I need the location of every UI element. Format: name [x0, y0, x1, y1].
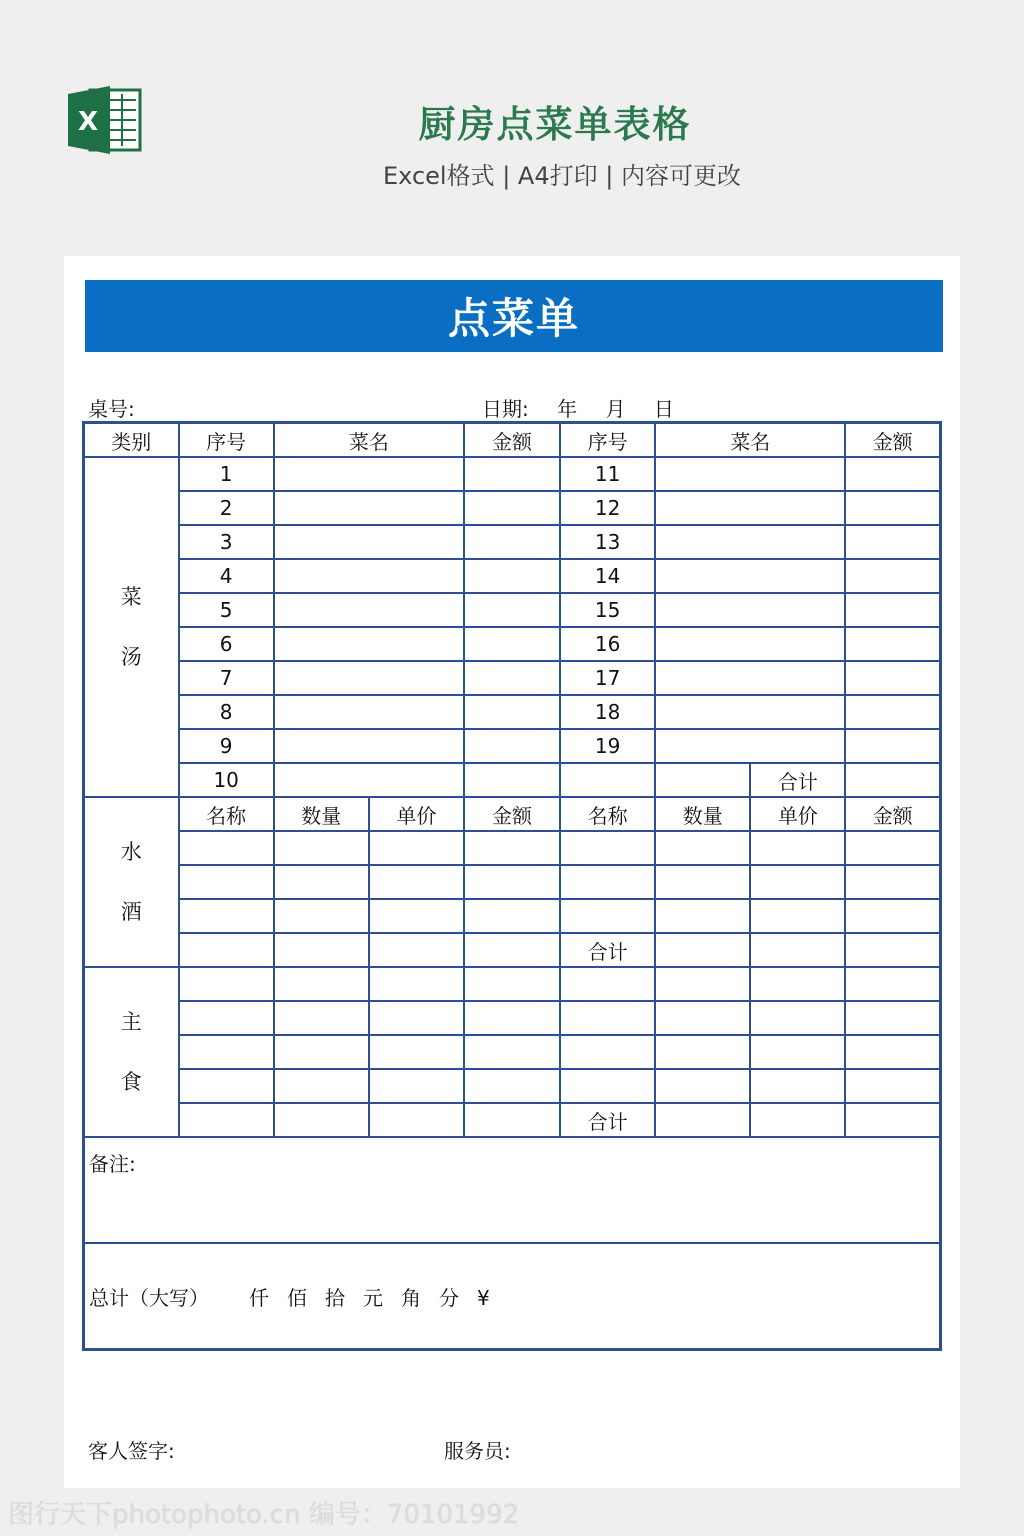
drink-cell[interactable]: [464, 899, 560, 933]
dish-amount-cell[interactable]: [464, 695, 560, 729]
column-header: 数量: [274, 797, 369, 831]
dish-row: [84, 593, 941, 627]
staple-cell[interactable]: [655, 1103, 750, 1137]
column-header: 金额: [464, 797, 560, 831]
staple-row: [84, 967, 941, 1001]
dish-number: 18: [560, 695, 655, 729]
dish-name-cell[interactable]: [274, 763, 464, 797]
staple-cell[interactable]: [464, 967, 560, 1001]
dish-amount-cell[interactable]: [845, 559, 940, 593]
drink-cell[interactable]: [274, 865, 369, 899]
dish-name-cell[interactable]: [274, 491, 464, 525]
staple-cell[interactable]: [750, 1035, 845, 1069]
drink-cell[interactable]: [369, 933, 464, 967]
dish-amount-cell[interactable]: [845, 627, 940, 661]
date-field: [482, 393, 696, 422]
staple-cell[interactable]: [560, 1035, 655, 1069]
date-day: 日: [653, 397, 674, 421]
dish-row: [84, 627, 941, 661]
dish-number: 16: [560, 627, 655, 661]
order-form-sheet: [64, 256, 960, 1488]
dish-number: 4: [179, 559, 274, 593]
dish-number: 6: [179, 627, 274, 661]
drink-cell[interactable]: [274, 933, 369, 967]
dish-number: 19: [560, 729, 655, 763]
dish-amount-cell[interactable]: [845, 763, 940, 797]
dish-amount-cell[interactable]: [464, 559, 560, 593]
dish-row: [84, 729, 941, 763]
dish-amount-cell[interactable]: [845, 457, 940, 491]
dish-number[interactable]: [560, 763, 655, 797]
dish-number: 2: [179, 491, 274, 525]
dish-number: 9: [179, 729, 274, 763]
grand-total-label: 总计（大写）: [89, 1285, 209, 1310]
drink-row: [84, 933, 941, 967]
drink-cell[interactable]: [560, 831, 655, 865]
waiter-signature-label: 服务员:: [444, 1439, 511, 1463]
staple-cell[interactable]: [655, 967, 750, 1001]
drink-cell[interactable]: [750, 865, 845, 899]
dish-row: [84, 491, 941, 525]
drink-row: [84, 865, 941, 899]
dish-name-cell[interactable]: [274, 559, 464, 593]
staple-cell[interactable]: [655, 1069, 750, 1103]
drink-cell[interactable]: [464, 933, 560, 967]
dish-number: 14: [560, 559, 655, 593]
remark-field[interactable]: [84, 1137, 941, 1243]
dish-amount-cell[interactable]: [464, 661, 560, 695]
drink-cell[interactable]: [179, 831, 274, 865]
dish-amount-cell[interactable]: [464, 525, 560, 559]
drink-cell[interactable]: [750, 831, 845, 865]
staple-cell[interactable]: [655, 1001, 750, 1035]
watermark-text: 图行天下photophoto.cn 编号：70101992: [8, 1500, 520, 1530]
staple-cell[interactable]: [274, 1069, 369, 1103]
staple-cell[interactable]: [179, 1001, 274, 1035]
staple-row: [84, 1103, 941, 1137]
drink-cell[interactable]: [179, 899, 274, 933]
column-header: 金额: [845, 797, 940, 831]
column-header: 名称: [179, 797, 274, 831]
staple-cell[interactable]: [560, 1001, 655, 1035]
guest-signature-label: 客人签字:: [88, 1439, 175, 1463]
dish-number: 13: [560, 525, 655, 559]
dish-name-cell[interactable]: [274, 525, 464, 559]
staple-cell[interactable]: [179, 967, 274, 1001]
dish-name-cell[interactable]: [655, 457, 845, 491]
grand-total-text: [89, 1282, 939, 1311]
column-header: 金额: [464, 423, 560, 458]
drink-cell[interactable]: [560, 899, 655, 933]
dish-amount-cell[interactable]: [464, 627, 560, 661]
staple-cell[interactable]: [464, 1069, 560, 1103]
category-char: 食: [120, 1070, 142, 1094]
drink-cell[interactable]: [560, 865, 655, 899]
dish-name-cell[interactable]: [655, 559, 845, 593]
subtotal-label: 合计: [560, 933, 655, 967]
currency-unit: ¥: [477, 1285, 490, 1310]
dish-amount-cell[interactable]: [464, 491, 560, 525]
grand-total-row: [84, 1243, 941, 1350]
dish-amount-cell[interactable]: [464, 457, 560, 491]
currency-unit: 佰: [287, 1285, 307, 1310]
dish-number: 10: [179, 763, 274, 797]
dish-number: 7: [179, 661, 274, 695]
page-subtitle: Excel格式 | A4打印 | 内容可更改: [383, 162, 741, 190]
category-char: 酒: [120, 900, 142, 924]
staple-cell[interactable]: [560, 967, 655, 1001]
dish-name-cell[interactable]: [274, 661, 464, 695]
drink-cell[interactable]: [179, 865, 274, 899]
staple-cell[interactable]: [750, 967, 845, 1001]
column-header: 金额: [845, 423, 940, 458]
dish-number: 1: [179, 457, 274, 491]
grand-total-field[interactable]: [84, 1243, 941, 1350]
drink-cell[interactable]: [845, 831, 940, 865]
currency-unit: 拾: [325, 1285, 345, 1310]
staple-cell[interactable]: [369, 967, 464, 1001]
dish-name-cell[interactable]: [655, 695, 845, 729]
staple-cell[interactable]: [750, 1103, 845, 1137]
currency-unit: 元: [363, 1285, 383, 1310]
dish-number: 8: [179, 695, 274, 729]
column-header: 类别: [84, 423, 179, 458]
staple-cell[interactable]: [845, 1069, 940, 1103]
dish-name-cell[interactable]: [655, 729, 845, 763]
date-label: 日期:: [482, 397, 529, 421]
staple-cell[interactable]: [464, 1035, 560, 1069]
dish-number: 3: [179, 525, 274, 559]
category-drinks: [84, 797, 179, 967]
staple-cell[interactable]: [274, 1035, 369, 1069]
drink-cell[interactable]: [655, 865, 750, 899]
dish-amount-cell[interactable]: [845, 695, 940, 729]
dish-row: [84, 525, 941, 559]
dish-name-cell[interactable]: [274, 457, 464, 491]
drink-cell[interactable]: [750, 933, 845, 967]
currency-unit: 分: [439, 1285, 459, 1310]
dish-row: [84, 661, 941, 695]
subtotal-label: 合计: [750, 763, 845, 797]
staple-cell[interactable]: [369, 1035, 464, 1069]
drink-cell[interactable]: [655, 933, 750, 967]
dish-name-cell[interactable]: [655, 491, 845, 525]
drink-cell[interactable]: [179, 933, 274, 967]
staple-cell[interactable]: [655, 1035, 750, 1069]
currency-unit: 角: [401, 1285, 421, 1310]
dish-name-cell[interactable]: [655, 593, 845, 627]
column-header: 单价: [750, 797, 845, 831]
form-banner: 点菜单: [85, 280, 943, 352]
staple-cell[interactable]: [369, 1103, 464, 1137]
column-header: 单价: [369, 797, 464, 831]
table-header-row: [84, 423, 941, 458]
subtotal-label: 合计: [560, 1103, 655, 1137]
staple-cell[interactable]: [369, 1069, 464, 1103]
dish-row: [84, 763, 941, 797]
dish-amount-cell[interactable]: [845, 491, 940, 525]
column-header: 菜名: [274, 423, 464, 458]
order-table: [82, 421, 942, 1351]
dish-amount-cell[interactable]: [845, 525, 940, 559]
staple-cell[interactable]: [179, 1103, 274, 1137]
column-header: 名称: [560, 797, 655, 831]
remark-label: 备注:: [89, 1152, 136, 1176]
dish-number: 12: [560, 491, 655, 525]
dish-amount-cell[interactable]: [464, 729, 560, 763]
dish-number: 17: [560, 661, 655, 695]
column-header: 序号: [560, 423, 655, 458]
dish-amount-cell[interactable]: [845, 593, 940, 627]
column-header: 序号: [179, 423, 274, 458]
dish-name-cell[interactable]: [274, 627, 464, 661]
dish-name-cell[interactable]: [655, 661, 845, 695]
staple-cell[interactable]: [750, 1069, 845, 1103]
dish-amount-cell[interactable]: [464, 763, 560, 797]
drink-cell[interactable]: [464, 865, 560, 899]
staple-cell[interactable]: [179, 1069, 274, 1103]
category-char: 菜: [120, 585, 142, 609]
staple-cell[interactable]: [845, 1035, 940, 1069]
staple-cell[interactable]: [274, 967, 369, 1001]
dish-row: [84, 457, 941, 491]
staple-cell[interactable]: [845, 1001, 940, 1035]
drink-cell[interactable]: [369, 899, 464, 933]
staple-cell[interactable]: [179, 1035, 274, 1069]
category-char: 水: [120, 840, 142, 864]
drinks-header-row: [84, 797, 941, 831]
staple-row: [84, 1001, 941, 1035]
drink-cell[interactable]: [655, 899, 750, 933]
drink-cell[interactable]: [845, 933, 940, 967]
column-header: 菜名: [655, 423, 845, 458]
remark-row: [84, 1137, 941, 1243]
drink-cell[interactable]: [274, 831, 369, 865]
dish-name-cell[interactable]: [655, 627, 845, 661]
staple-cell[interactable]: [274, 1001, 369, 1035]
staple-cell[interactable]: [274, 1103, 369, 1137]
drink-cell[interactable]: [274, 899, 369, 933]
column-header: 数量: [655, 797, 750, 831]
dish-name-cell[interactable]: [655, 763, 750, 797]
staple-row: [84, 1069, 941, 1103]
drink-cell[interactable]: [369, 865, 464, 899]
staple-cell[interactable]: [464, 1001, 560, 1035]
dish-amount-cell[interactable]: [845, 661, 940, 695]
date-year: 年: [557, 397, 578, 421]
dish-number: 15: [560, 593, 655, 627]
dish-name-cell[interactable]: [655, 525, 845, 559]
drink-cell[interactable]: [655, 831, 750, 865]
drink-row: [84, 899, 941, 933]
staple-cell[interactable]: [464, 1103, 560, 1137]
dish-name-cell[interactable]: [274, 729, 464, 763]
staple-cell[interactable]: [845, 967, 940, 1001]
svg-text:X: X: [78, 107, 99, 137]
staple-cell[interactable]: [560, 1069, 655, 1103]
staple-row: [84, 1035, 941, 1069]
drink-cell[interactable]: [845, 865, 940, 899]
dish-number: 11: [560, 457, 655, 491]
category-staple: [84, 967, 179, 1137]
dish-number: 5: [179, 593, 274, 627]
staple-cell[interactable]: [750, 1001, 845, 1035]
staple-cell[interactable]: [845, 1103, 940, 1137]
dish-row: [84, 559, 941, 593]
currency-unit: 仟: [249, 1285, 269, 1310]
drink-cell[interactable]: [750, 899, 845, 933]
page-title: 厨房点菜单表格: [418, 103, 692, 146]
dish-row: [84, 695, 941, 729]
drink-cell[interactable]: [369, 831, 464, 865]
category-dish-soup: [84, 457, 179, 797]
drink-row: [84, 831, 941, 865]
dish-amount-cell[interactable]: [464, 593, 560, 627]
drink-cell[interactable]: [845, 899, 940, 933]
desk-number-label: 桌号:: [88, 397, 135, 421]
date-month: 月: [605, 397, 626, 421]
category-char: 汤: [120, 645, 142, 669]
category-char: 主: [120, 1010, 142, 1034]
dish-name-cell[interactable]: [274, 695, 464, 729]
dish-name-cell[interactable]: [274, 593, 464, 627]
dish-amount-cell[interactable]: [845, 729, 940, 763]
drink-cell[interactable]: [464, 831, 560, 865]
staple-cell[interactable]: [369, 1001, 464, 1035]
